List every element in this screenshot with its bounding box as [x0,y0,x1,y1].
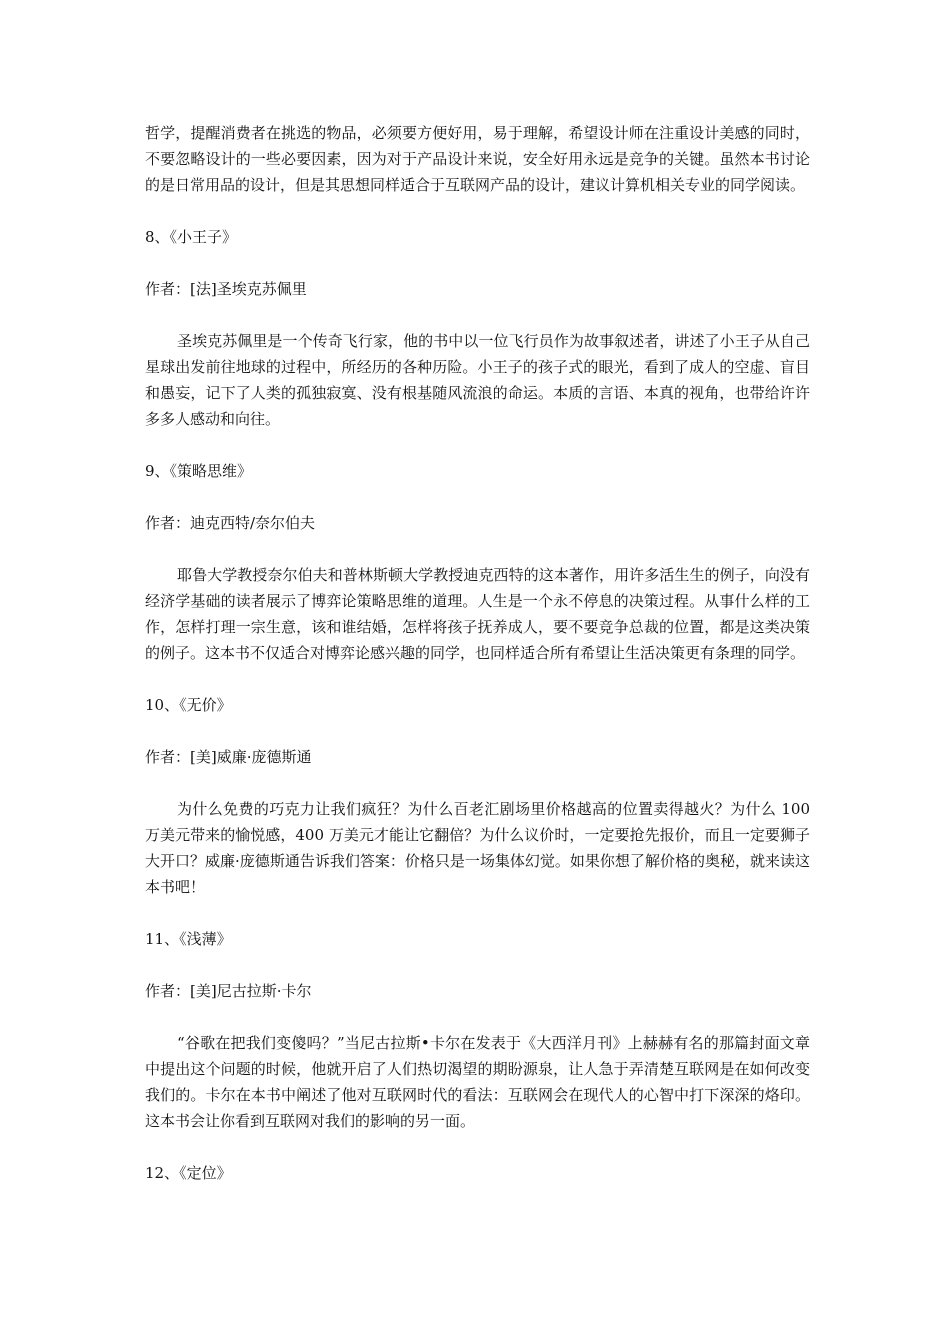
book-heading-8: 8、《小王子》 [145,228,238,246]
book-description-10: 为什么免费的巧克力让我们疯狂？为什么百老汇剧场里价格越高的位置卖得越火？为什么 100 万美元带来的愉悦感，400 万美元才能让它翻倍？为什么议价时，一定要抢先报价，而且一定要狮子大开口？威廉·庞德斯通告诉我们答案：价格只是一场集体幻觉。如果你想了解价格的奥秘，就来读这本书吧！ [145,800,810,896]
book-heading-9: 9、《策略思维》 [145,462,253,480]
book-heading-11: 11、《浅薄》 [145,930,232,948]
book-description-11: “谷歌在把我们变傻吗？”当尼古拉斯•卡尔在发表于《大西洋月刊》上赫赫有名的那篇封面文章中提出这个问题的时候，他就开启了人们热切渴望的期盼源泉，让人急于弄清楚互联网是在如何改变我们的。卡尔在本书中阐述了他对互联网时代的看法：互联网会在现代人的心智中打下深深的烙印。这本书会让你看到互联网对我们的影响的另一面。 [145,1034,810,1130]
book-description-9: 耶鲁大学教授奈尔伯夫和普林斯顿大学教授迪克西特的这本著作，用许多活生生的例子，向没有经济学基础的读者展示了博弈论策略思维的道理。人生是一个永不停息的决策过程。从事什么样的工作，怎样打理一宗生意，该和谁结婚，怎样将孩子抚养成人，要不要竞争总裁的位置，都是这类决策的例子。这本书不仅适合对博弈论感兴趣的同学，也同样适合所有希望让生活决策更有条理的同学。 [145,566,810,662]
book-author-9: 作者：迪克西特/奈尔伯夫 [145,514,316,532]
book-author-8: 作者：[法]圣埃克苏佩里 [145,280,307,298]
book-description-8: 圣埃克苏佩里是一个传奇飞行家，他的书中以一位飞行员作为故事叙述者，讲述了小王子从自己星球出发前往地球的过程中，所经历的各种历险。小王子的孩子式的眼光，看到了成人的空虚、盲目和愚妄，记下了人类的孤独寂寞、没有根基随风流浪的命运。本质的言语、本真的视角，也带给许许多多人感动和向往。 [145,332,810,428]
book-author-11: 作者：[美]尼古拉斯·卡尔 [145,982,312,1000]
book-heading-10: 10、《无价》 [145,696,232,714]
document-page [145,120,810,1212]
book-author-10: 作者：[美]威廉·庞德斯通 [145,748,312,766]
intro-paragraph: 哲学，提醒消费者在挑选的物品，必须要方便好用，易于理解，希望设计师在注重设计美感的同时，不要忽略设计的一些必要因素，因为对于产品设计来说，安全好用永远是竞争的关键。虽然本书讨论的是日常用品的设计，但是其思想同样适合于互联网产品的设计，建议计算机相关专业的同学阅读。 [145,124,810,194]
book-heading-12: 12、《定位》 [145,1164,232,1182]
